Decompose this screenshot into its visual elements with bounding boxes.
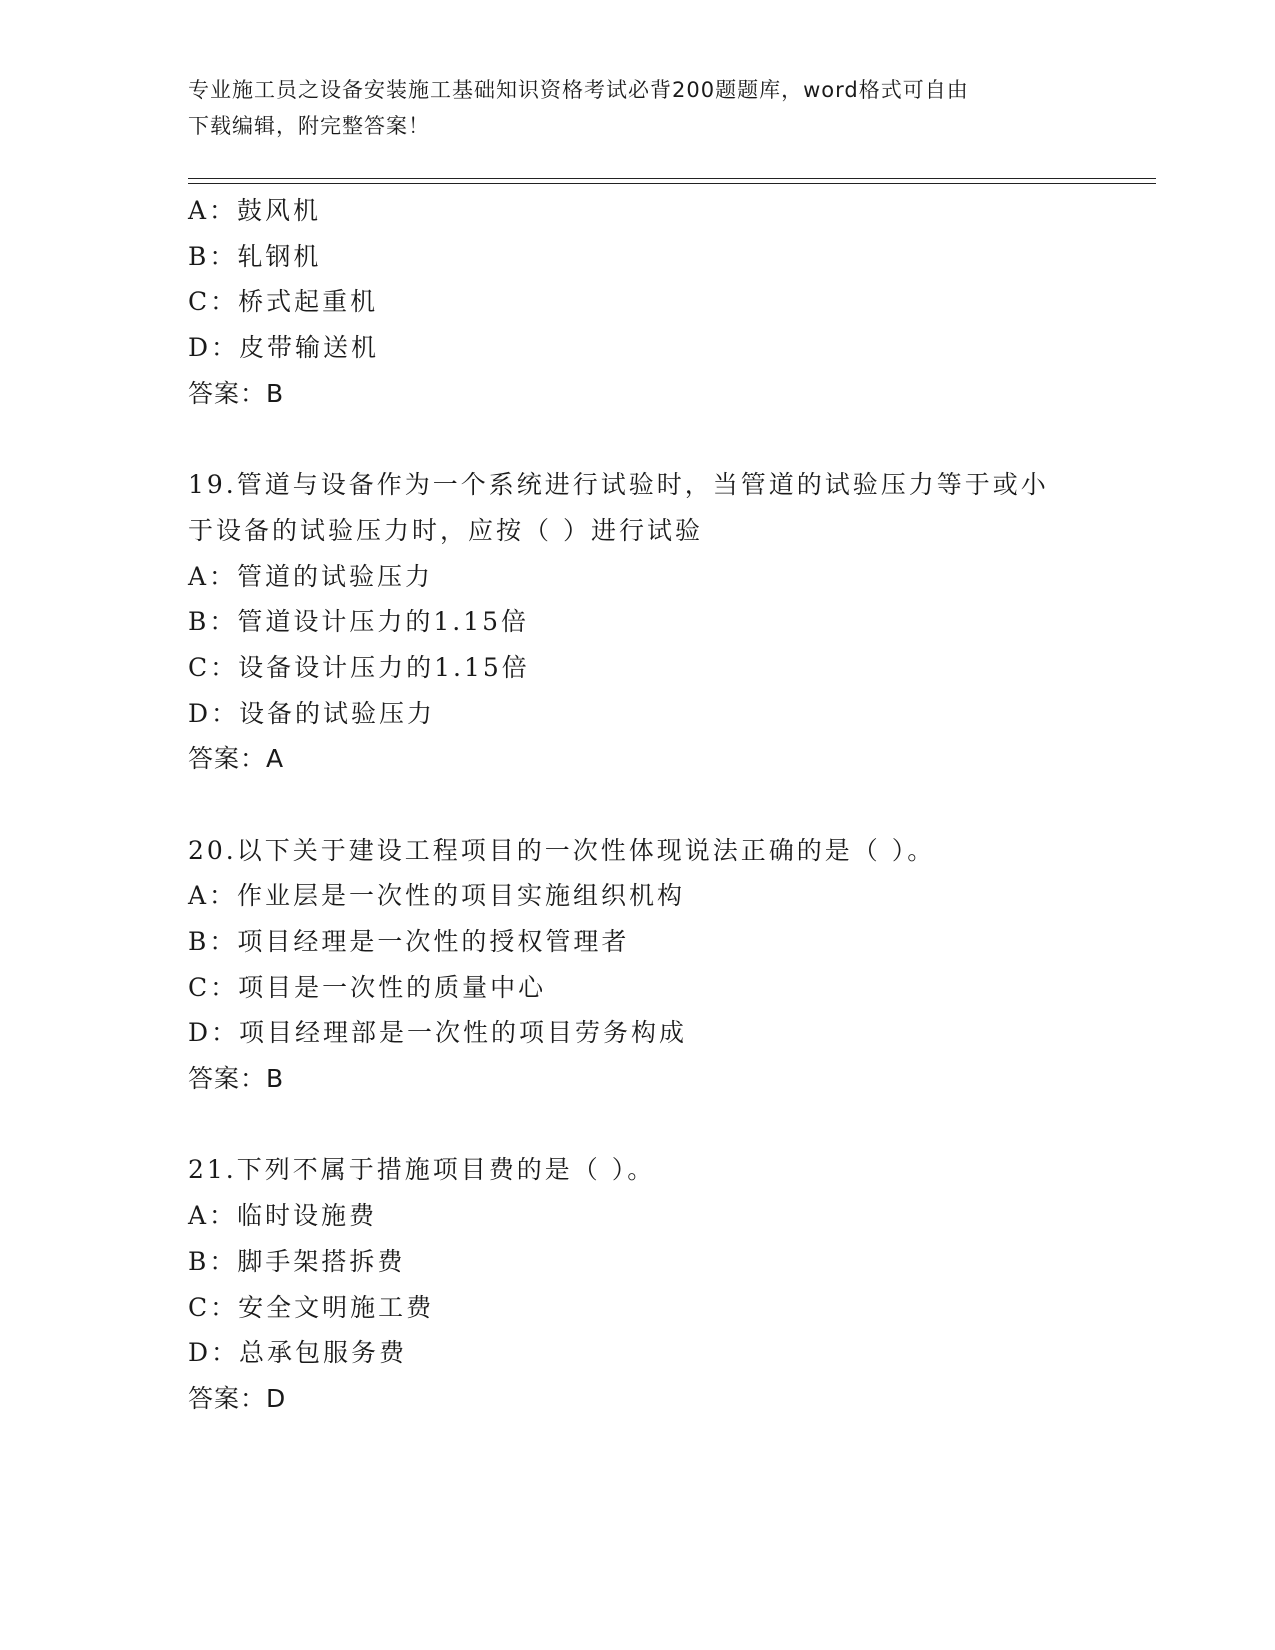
option-a: A：临时设施费 xyxy=(188,1201,378,1231)
option-a: A：作业层是一次性的项目实施组织机构 xyxy=(188,881,686,911)
header-line-1: 专业施工员之设备安装施工基础知识资格考试必背200题题库，word格式可自由 xyxy=(188,78,969,102)
question-stem: 19.管道与设备作为一个系统进行试验时，当管道的试验压力等于或小 xyxy=(188,470,1049,500)
question-20-block xyxy=(188,828,1088,1102)
option-b: B：脚手架搭拆费 xyxy=(188,1246,406,1276)
question-list xyxy=(188,188,1088,1422)
option-b: B：项目经理是一次性的授权管理者 xyxy=(188,927,630,956)
question-19-block xyxy=(188,462,1088,782)
option-a: A：管道的试验压力 xyxy=(188,561,434,591)
option-c: C：桥式起重机 xyxy=(188,287,379,317)
option-c: C：安全文明施工费 xyxy=(188,1292,435,1322)
answer-line: 答案：B xyxy=(188,1064,285,1094)
question-stem: 20.以下关于建设工程项目的一次性体现说法正确的是（ ）。 xyxy=(188,835,936,865)
option-d: D：总承包服务费 xyxy=(188,1338,408,1368)
answer-line: 答案：A xyxy=(188,744,285,774)
spacer xyxy=(188,782,1088,828)
option-d: D：项目经理部是一次性的项目劳务构成 xyxy=(188,1018,688,1048)
question-21-block xyxy=(188,1147,1088,1421)
question-18-block xyxy=(188,188,1088,416)
answer-line: 答案：D xyxy=(188,1383,287,1413)
option-c: C：设备设计压力的1.15倍 xyxy=(188,652,530,682)
option-a: A：鼓风机 xyxy=(188,196,322,225)
option-b: B：管道设计压力的1.15倍 xyxy=(188,607,530,637)
option-b: B：轧钢机 xyxy=(188,241,322,271)
option-d: D：皮带输送机 xyxy=(188,333,380,363)
header-line-2: 下载编辑，附完整答案！ xyxy=(188,114,430,138)
spacer xyxy=(188,416,1088,462)
document-header xyxy=(188,72,1068,144)
header-rule-bottom xyxy=(188,183,1156,184)
spacer xyxy=(188,1102,1088,1148)
header-rule-top xyxy=(188,178,1156,179)
question-stem: 21.下列不属于措施项目费的是（ ）。 xyxy=(188,1155,656,1185)
question-stem-continued: 于设备的试验压力时，应按（ ）进行试验 xyxy=(188,515,703,545)
option-c: C：项目是一次性的质量中心 xyxy=(188,972,547,1002)
option-d: D：设备的试验压力 xyxy=(188,698,436,728)
answer-line: 答案：B xyxy=(188,378,285,408)
